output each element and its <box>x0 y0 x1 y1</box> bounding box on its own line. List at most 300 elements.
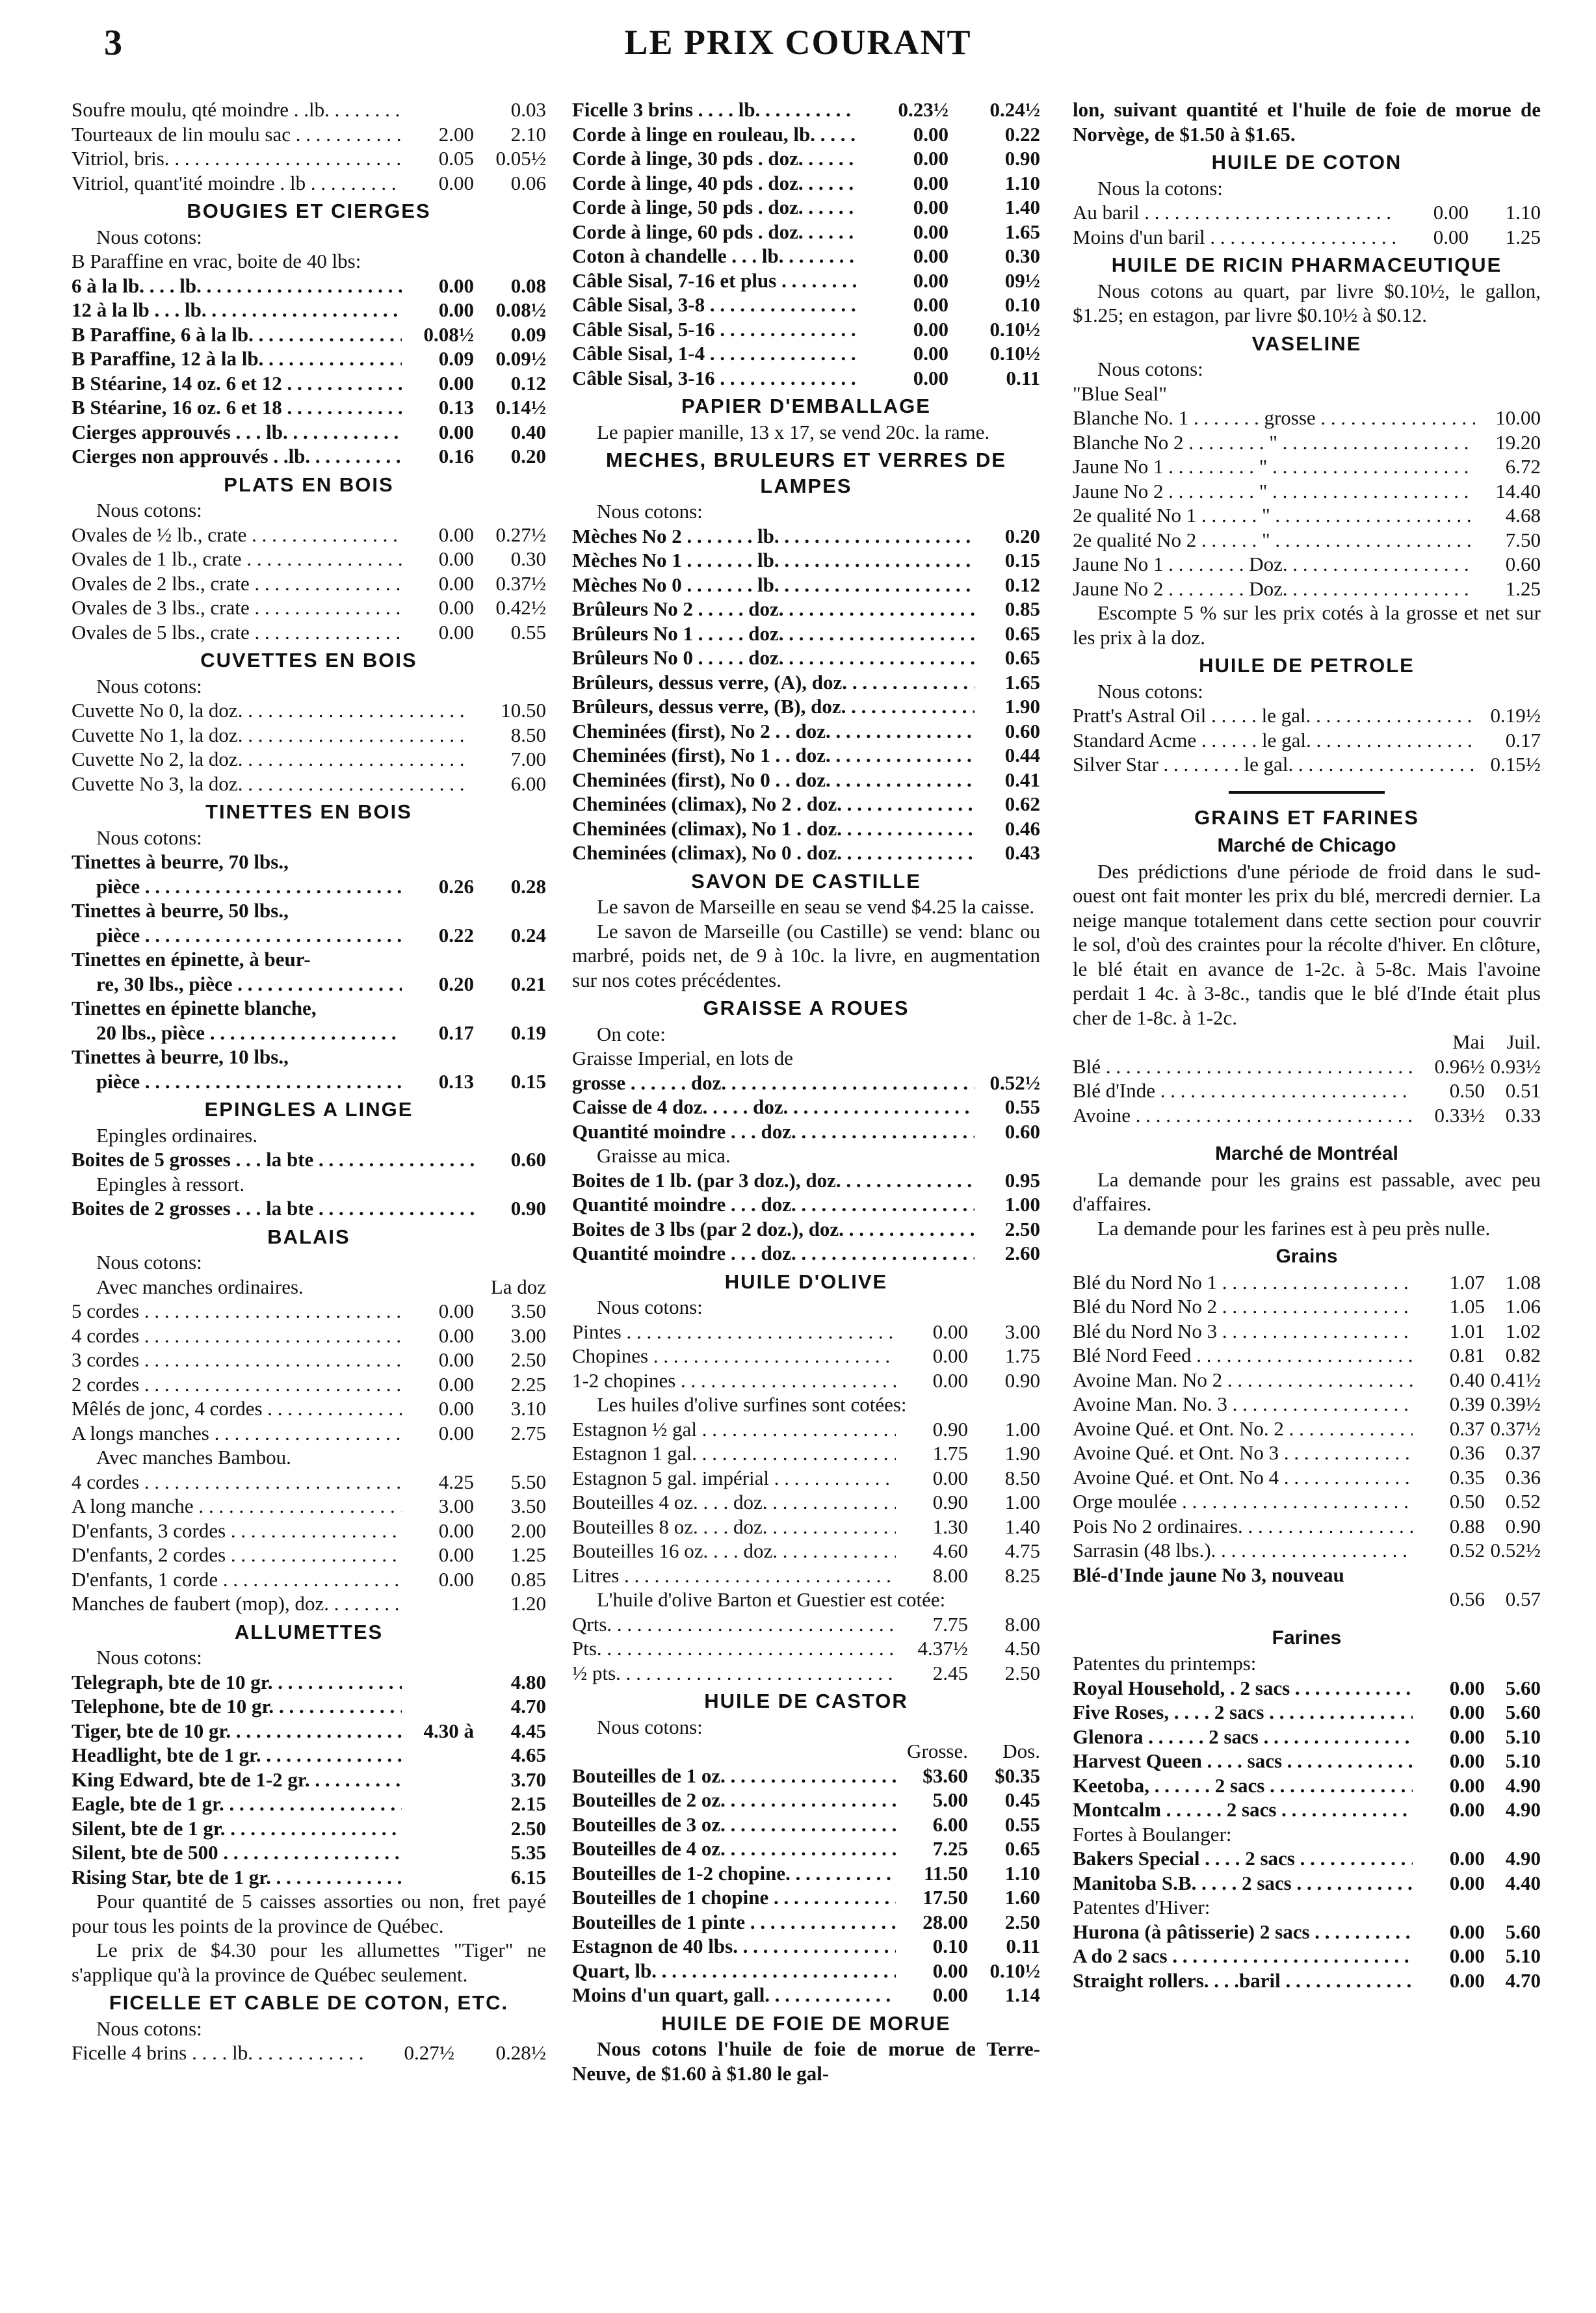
price-list-plats <box>72 523 546 645</box>
price-value-high: 0.27½ <box>495 523 546 546</box>
price-row <box>72 595 546 620</box>
price-label: Câble Sisal, 5-16 . . . <box>572 317 857 342</box>
price-label: B Stéarine, 14 oz. 6 et 12 . . . . . <box>72 371 402 396</box>
price-row <box>1073 406 1541 430</box>
price-row <box>72 747 546 772</box>
price-row <box>72 874 546 899</box>
price-value: 0.12 <box>1004 573 1040 596</box>
price-row <box>72 1069 546 1094</box>
price-value: 0.43 <box>1004 841 1040 864</box>
price-row <box>72 523 546 547</box>
price-value-high: 2.25 <box>510 1372 546 1396</box>
price-row <box>1073 1846 1541 1871</box>
price-value-low: 5.00 <box>932 1788 968 1811</box>
price-value-high: 1.75 <box>1004 1344 1040 1367</box>
price-row <box>572 743 1040 768</box>
price-value-high: 0.93½ <box>1490 1054 1541 1078</box>
price-value: 0.46 <box>1004 817 1040 840</box>
price-label: 1-2 chopines . . . <box>572 1368 896 1393</box>
price-list-graisse-1 <box>572 1071 1040 1144</box>
price-label: Straight rollers. . . .baril . . . <box>1073 1968 1413 1993</box>
price-row <box>1073 552 1541 577</box>
price-row <box>72 1840 546 1865</box>
section-title-castor: HUILE DE CASTOR <box>704 1690 908 1712</box>
price-list-cuvettes <box>72 698 546 796</box>
section-title-meches-2: LAMPES <box>760 474 852 497</box>
price-label: Brûleurs No 1 . . . . . doz. . . . <box>572 621 975 646</box>
price-label: Eagle, bte de 1 gr. . . . <box>72 1792 402 1816</box>
price-label: pièce . . . <box>72 1069 402 1094</box>
price-row <box>1073 1676 1541 1701</box>
price-label: Telegraph, bte de 10 gr. . . . <box>72 1670 402 1695</box>
price-row <box>572 122 1040 147</box>
price-label: Cheminées (first), No 2 . . doz. . . . <box>572 719 975 744</box>
price-row <box>1073 1944 1541 1968</box>
price-value-high: 0.37 <box>1505 1441 1541 1464</box>
subhead-text: Avec manches ordinaires. <box>96 1275 304 1298</box>
intro-text: Nous cotons: <box>597 1296 703 1318</box>
price-label: Estagnon ½ gal . . . <box>572 1417 896 1442</box>
price-label: Silent, bte de 1 gr. . . . <box>72 1816 402 1841</box>
price-value: 7.00 <box>510 748 546 770</box>
price-value: 0.60 <box>1505 553 1541 575</box>
price-value-high: 5.10 <box>1505 1725 1541 1748</box>
price-value-high: 0.45 <box>1004 1788 1040 1811</box>
price-row <box>572 792 1040 817</box>
price-label: Estagnon 5 gal. impérial . . . . . <box>572 1466 896 1491</box>
paragraph: Le prix de $4.30 pour les allumettes "Tiger" ne s'applique qu'à la province de Québec seulement. <box>72 1939 546 1986</box>
price-value-high: 0.42½ <box>495 596 546 619</box>
price-value-high: 0.08 <box>510 274 546 297</box>
price-row <box>572 171 1040 196</box>
price-label: Cheminées (first), No 0 . . doz. . . . <box>572 768 975 792</box>
price-label: Pintes . . . <box>572 1320 896 1344</box>
price-row <box>72 1196 546 1221</box>
price-value-high: 0.90 <box>1004 1368 1040 1392</box>
price-value-low: 0.00 <box>1433 201 1469 224</box>
price-value-high: 3.50 <box>510 1300 546 1322</box>
price-value-high: 6.15 <box>510 1865 546 1888</box>
price-value-high: 1.20 <box>510 1592 546 1615</box>
column-header-row <box>572 1739 1040 1764</box>
section-title-bougies: BOUGIES ET CIERGES <box>187 200 431 222</box>
price-label: Mêlés de jonc, 4 cordes . . . <box>72 1396 402 1421</box>
price-row <box>72 1348 546 1372</box>
price-row <box>572 694 1040 719</box>
price-value: 0.15 <box>1004 549 1040 571</box>
price-label: Pratt's Astral Oil . . . . . le gal. . . . <box>1073 703 1475 728</box>
price-row <box>72 547 546 571</box>
price-value-high: 2.50 <box>1004 1910 1040 1933</box>
price-value-high: 0.08½ <box>495 298 546 321</box>
price-label: Hurona (à pâtisserie) 2 sacs . . . <box>1073 1920 1413 1944</box>
price-value-high: 4.75 <box>1004 1539 1040 1562</box>
price-row <box>72 371 546 396</box>
price-value-low: 0.00 <box>1449 1749 1485 1772</box>
column-3 <box>1073 98 1541 1993</box>
price-row <box>572 1217 1040 1242</box>
price-value-high: 0.19 <box>510 1021 546 1044</box>
price-label: Moins d'un baril . . . <box>1073 225 1396 250</box>
price-list-farines-2 <box>1073 1846 1541 1895</box>
price-value-low: 0.00 <box>1449 1798 1485 1821</box>
price-row <box>1073 752 1541 777</box>
price-label: D'enfants, 1 corde . . . <box>72 1567 402 1592</box>
price-row <box>572 1959 1040 1983</box>
price-value: 0.60 <box>510 1148 546 1171</box>
price-value-high: 0.15 <box>510 1069 546 1093</box>
price-label: Cuvette No 0, la doz. . . . <box>72 698 467 723</box>
price-value-low: 0.00 <box>913 317 948 341</box>
price-row <box>72 923 546 948</box>
price-row <box>1073 1725 1541 1749</box>
price-row <box>72 1324 546 1348</box>
price-value-low: 8.00 <box>932 1563 968 1587</box>
price-row <box>572 1983 1040 2007</box>
price-value: 0.41 <box>1004 768 1040 791</box>
price-value-high: 0.82 <box>1505 1344 1541 1366</box>
price-list-graisse-2 <box>572 1168 1040 1266</box>
subhead-text: Avec manches Bambou. <box>96 1446 291 1469</box>
price-label: Câble Sisal, 1-4 . . . <box>572 341 857 366</box>
price-label: Keetoba, . . . . . . 2 sacs . . . <box>1073 1773 1413 1798</box>
price-value-high: 2.15 <box>510 1792 546 1815</box>
section-title-savon: SAVON DE CASTILLE <box>691 869 921 893</box>
price-row <box>1073 1054 1541 1079</box>
price-label: Corde à linge, 50 pds . doz. . . . <box>572 195 857 220</box>
column-header: La doz <box>490 1275 546 1298</box>
price-row <box>72 1396 546 1421</box>
price-value-low: 0.00 <box>438 1519 474 1542</box>
price-label: Blanche No. 1 . . . . . . . grosse . . . <box>1073 406 1475 430</box>
price-label: Câble Sisal, 3-8 . . . <box>572 293 857 317</box>
column-header: Dos. <box>1002 1740 1040 1762</box>
price-value-high: 0.20 <box>510 445 546 467</box>
price-value-high: 4.50 <box>1004 1637 1040 1660</box>
price-value-high: 2.75 <box>510 1421 546 1444</box>
price-value-high: 0.85 <box>510 1567 546 1591</box>
subhead-text: Epingles à ressort. <box>96 1172 245 1196</box>
price-label: Pts. . . . <box>572 1636 896 1661</box>
page-number: 3 <box>104 23 122 63</box>
price-label: Cheminées (climax), No 2 . doz. . . . <box>572 792 975 817</box>
price-label: 5 cordes . . . <box>72 1299 402 1324</box>
price-list-olive-3 <box>572 1612 1040 1686</box>
price-value: 0.52½ <box>989 1071 1040 1094</box>
price-row <box>572 317 1040 342</box>
price-label: Tiger, bte de 10 gr. . . . . . . <box>72 1719 402 1744</box>
price-label: Corde à linge en rouleau, lb. . . . <box>572 122 857 147</box>
price-value-high: 0.55 <box>510 620 546 644</box>
price-row <box>72 1865 546 1890</box>
price-label: 3 cordes . . . <box>72 1348 402 1372</box>
price-row <box>572 719 1040 744</box>
price-value: 19.20 <box>1495 430 1541 454</box>
price-row <box>72 772 546 796</box>
price-row <box>1073 1773 1541 1798</box>
price-row <box>572 244 1040 268</box>
price-row <box>572 621 1040 646</box>
price-value: 0.55 <box>1004 1095 1040 1118</box>
price-value-high: 0.14½ <box>495 396 546 419</box>
price-value-high: 4.70 <box>510 1695 546 1718</box>
price-value-low: 2.45 <box>932 1661 968 1684</box>
price-value-low: 6.00 <box>932 1812 968 1836</box>
price-row <box>572 1910 1040 1935</box>
price-row <box>572 1885 1040 1910</box>
price-label: Corde à linge, 30 pds . doz. . . . <box>572 146 857 171</box>
price-label: Avoine Qué. et Ont. No. 2 . . . <box>1073 1417 1413 1441</box>
subhead-text: Graisse au mica. <box>597 1144 731 1167</box>
price-row <box>1073 1538 1541 1563</box>
price-value-high: 0.05½ <box>495 147 546 170</box>
price-label: Vitriol, bris. . . . <box>72 146 402 171</box>
subsection-title-grains: Grains <box>1275 1246 1338 1267</box>
price-value-low: 0.00 <box>438 371 474 395</box>
section-title-allumettes: ALLUMETTES <box>234 1620 384 1643</box>
price-list-allumettes <box>72 1670 546 1890</box>
price-label: Bouteilles de 4 oz. . . . . . . <box>572 1836 896 1861</box>
price-row <box>72 1694 546 1719</box>
column-header: Mai <box>1452 1030 1485 1053</box>
price-label: Quart, lb. . . . . . . . . . . <box>572 1959 896 1983</box>
price-value-high: 0.52 <box>1505 1490 1541 1513</box>
price-row <box>572 768 1040 792</box>
price-value-low: 0.50 <box>1449 1079 1485 1102</box>
price-label: A longs manches . . . <box>72 1421 402 1446</box>
price-value: 0.15½ <box>1490 753 1541 776</box>
price-row <box>1073 1441 1541 1465</box>
price-value-low: 0.00 <box>1449 1968 1485 1992</box>
price-label: Mèches No 1 . . . . . . . lb. . . . <box>572 548 975 573</box>
price-value: 1.00 <box>1004 1193 1040 1216</box>
price-value-high: 1.40 <box>1004 1515 1040 1538</box>
price-row <box>572 1836 1040 1861</box>
price-label: Bouteilles de 1 chopine . . . . <box>572 1885 896 1910</box>
price-value-low: 0.00 <box>438 620 474 644</box>
price-value-high: 2.50 <box>510 1816 546 1840</box>
intro-text: Nous cotons: <box>96 1251 202 1274</box>
price-row <box>1073 528 1541 553</box>
price-label: King Edward, bte de 1-2 gr. . . . <box>72 1768 402 1792</box>
price-list-farines-3 <box>1073 1920 1541 1993</box>
price-value-low: 4.60 <box>932 1539 968 1562</box>
price-value-high: 4.90 <box>1505 1847 1541 1870</box>
price-row <box>72 1494 546 1519</box>
price-row <box>572 646 1040 670</box>
price-row <box>72 274 546 298</box>
price-value-low: 0.20 <box>438 972 474 995</box>
price-label: Pois No 2 ordinaires. . . . . . <box>1073 1514 1413 1539</box>
intro-text: Nous cotons: <box>96 499 202 521</box>
price-label: Blé du Nord No 1 . . . . . . . <box>1073 1270 1413 1295</box>
price-label: 2e qualité No 1 . . . . . . " . . . <box>1073 503 1475 528</box>
intro-text: Nous cotons: <box>96 826 202 849</box>
paragraph: L'huile d'olive Barton et Guestier est cotée: <box>597 1588 946 1611</box>
price-label: re, 30 lbs., pièce . . . <box>72 972 402 997</box>
price-label: Standard Acme . . . . . . le gal. . . . <box>1073 728 1475 753</box>
price-label: Qrts. . . . <box>572 1612 896 1637</box>
price-label: pièce . . . <box>72 923 402 948</box>
price-list-coton <box>1073 200 1541 249</box>
price-value-high: 1.25 <box>510 1543 546 1566</box>
price-row <box>572 1168 1040 1193</box>
price-list-castor <box>572 1764 1040 2007</box>
column-header: Juil. <box>1506 1030 1541 1053</box>
price-row <box>572 1368 1040 1393</box>
price-value-low: 0.00 <box>438 523 474 546</box>
section-divider <box>1229 791 1385 794</box>
price-value-high: 4.65 <box>510 1744 546 1766</box>
price-value-low: 0.00 <box>932 1466 968 1489</box>
price-label: D'enfants, 3 cordes . . . <box>72 1519 402 1543</box>
price-row <box>72 1567 546 1592</box>
subsection-title-chicago: Marché de Chicago <box>1217 835 1396 856</box>
price-value: 0.60 <box>1004 719 1040 742</box>
price-row <box>1073 1417 1541 1441</box>
price-row <box>572 1539 1040 1563</box>
price-row <box>572 1515 1040 1539</box>
price-value-high: 0.41½ <box>1490 1368 1541 1391</box>
price-value-low: 0.00 <box>438 571 474 595</box>
price-value-low: 1.05 <box>1449 1295 1485 1318</box>
price-label: Blé du Nord No 2 . . . . . . . <box>1073 1294 1413 1319</box>
price-label: Manitoba S.B. . . . . 2 sacs . . . <box>1073 1871 1413 1896</box>
price-label: Avoine Qué. et Ont. No 4 . . . . <box>1073 1465 1413 1490</box>
subhead-text: Patentes du printemps: <box>1073 1652 1257 1675</box>
price-value-low: 0.52 <box>1449 1539 1485 1562</box>
price-row <box>572 195 1040 220</box>
price-list-olive-2 <box>572 1417 1040 1588</box>
price-value-low: 0.90 <box>932 1491 968 1513</box>
price-row <box>72 1792 546 1816</box>
price-value-low: 0.90 <box>932 1417 968 1441</box>
price-value-low: 0.00 <box>1449 1701 1485 1723</box>
price-row <box>1073 1968 1541 1993</box>
price-label-line: Tinettes à beurre, 70 lbs., <box>72 850 289 873</box>
price-value: 0.44 <box>1004 744 1040 766</box>
price-row <box>72 171 546 196</box>
price-row <box>1073 1700 1541 1725</box>
price-value: 0.65 <box>1004 646 1040 669</box>
price-value-high: 0.03 <box>510 98 546 121</box>
price-value-low: $3.60 <box>922 1764 968 1787</box>
price-row <box>572 1636 1040 1661</box>
price-value-high: 0.90 <box>1004 147 1040 170</box>
price-value-high: 5.50 <box>510 1470 546 1493</box>
price-row <box>72 1816 546 1841</box>
price-row <box>72 1591 546 1616</box>
price-value: 0.65 <box>1004 621 1040 645</box>
section-title-coton: HUILE DE COTON <box>1211 151 1402 174</box>
price-label: Boites de 1 lb. (par 3 doz.), doz. . . . <box>572 1168 975 1193</box>
price-value-low: 0.40 <box>1449 1368 1485 1391</box>
price-label: 2e qualité No 2 . . . . . . " . . . <box>1073 528 1475 553</box>
price-value-low: 0.00 <box>932 1983 968 2006</box>
price-value-low: 0.00 <box>1449 1725 1485 1748</box>
price-list-ficelle-cont <box>572 98 1040 390</box>
price-label: Mèches No 0 . . . . . . . lb. . . . <box>572 573 975 597</box>
price-value-low: 0.00 <box>438 1348 474 1371</box>
column-1 <box>72 98 546 2065</box>
price-list-balais-2 <box>72 1470 546 1616</box>
price-label: Cierges approuvés . . . lb. . . . <box>72 420 402 445</box>
price-label: Litres . . . <box>572 1563 896 1588</box>
price-value-high: 0.37½ <box>495 571 546 595</box>
price-value-high: 0.11 <box>1006 366 1040 389</box>
price-value-high: 0.90 <box>1505 1514 1541 1537</box>
price-value-low: 0.00 <box>932 1959 968 1982</box>
price-value-low: 4.25 <box>438 1470 474 1493</box>
price-label: Royal Household, . 2 sacs . . . <box>1073 1676 1413 1701</box>
price-value-high: 0.21 <box>510 972 546 995</box>
price-value-low: 0.00 <box>1449 1920 1485 1943</box>
price-value-low: 0.13 <box>438 1069 474 1093</box>
price-row <box>572 1192 1040 1217</box>
price-value-high: 5.60 <box>1505 1676 1541 1699</box>
price-row <box>572 1661 1040 1686</box>
price-label-line: Tinettes à beurre, 50 lbs., <box>72 899 289 922</box>
price-value-high: 0.12 <box>510 371 546 395</box>
price-row <box>72 1719 546 1744</box>
price-label: 4 cordes . . . <box>72 1470 402 1495</box>
price-label: Blé Nord Feed . . . <box>1073 1343 1413 1368</box>
price-label: Cheminées (first), No 1 . . doz. . . . <box>572 743 975 768</box>
price-label: Silver Star . . . . . . . . le gal. . . . <box>1073 752 1475 777</box>
running-title: LE PRIX COURANT <box>624 23 972 62</box>
price-row <box>72 1768 546 1792</box>
price-value-low: 0.33½ <box>1434 1103 1485 1127</box>
section-title-morue: HUILE DE FOIE DE MORUE <box>661 2011 951 2035</box>
price-label: Bouteilles de 1-2 chopine. . . . <box>572 1861 896 1886</box>
price-row <box>72 1470 546 1495</box>
price-row <box>72 620 546 645</box>
price-value-low: 0.00 <box>438 1567 474 1591</box>
subhead-text: B Paraffine en vrac, boite de 40 lbs: <box>72 250 361 272</box>
price-label: Bouteilles de 2 oz. . . . . . . <box>572 1788 896 1812</box>
price-value-low: 0.39 <box>1449 1392 1485 1415</box>
price-value-low: 0.00 <box>1433 225 1469 248</box>
price-value-low: 0.00 <box>913 342 948 365</box>
intro-text: Nous cotons: <box>96 2017 202 2040</box>
price-value: 0.17 <box>1505 728 1541 751</box>
price-label: Jaune No 1 . . . . . . . . Doz. . . . <box>1073 552 1475 577</box>
price-row <box>572 573 1040 597</box>
intro-text: Nous la cotons: <box>1097 176 1223 200</box>
price-label: A do 2 sacs . . . <box>1073 1944 1413 1968</box>
price-value-high: 0.09 <box>510 322 546 346</box>
price-label: Quantité moindre . . . doz. . . . <box>572 1241 975 1266</box>
price-value-low: 0.00 <box>438 298 474 321</box>
price-value-low: 0.36 <box>1449 1441 1485 1464</box>
price-value: 10.00 <box>1495 406 1541 429</box>
paragraph: Le papier manille, 13 x 17, se vend 20c. la rame. <box>597 420 990 443</box>
price-value-high: 2.00 <box>510 1519 546 1542</box>
price-label: B Paraffine, 12 à la lb. . . . . . <box>72 346 402 371</box>
price-row <box>72 1421 546 1446</box>
price-label: Avoine Qué. et Ont. No 3 . . . . <box>1073 1441 1413 1465</box>
price-row <box>572 1466 1040 1491</box>
paragraph: La demande pour les farines est à peu près nulle. <box>1097 1216 1491 1240</box>
price-label: Bouteilles de 1 pinte . . . . . <box>572 1910 896 1935</box>
price-value-high: 1.60 <box>1004 1886 1040 1909</box>
price-value-high: 1.00 <box>1004 1417 1040 1441</box>
price-row <box>1073 1920 1541 1944</box>
price-row <box>72 298 546 322</box>
price-row <box>1073 728 1541 753</box>
price-value-high: 0.24½ <box>989 98 1040 121</box>
subsection-title-farines: Farines <box>1272 1627 1342 1649</box>
